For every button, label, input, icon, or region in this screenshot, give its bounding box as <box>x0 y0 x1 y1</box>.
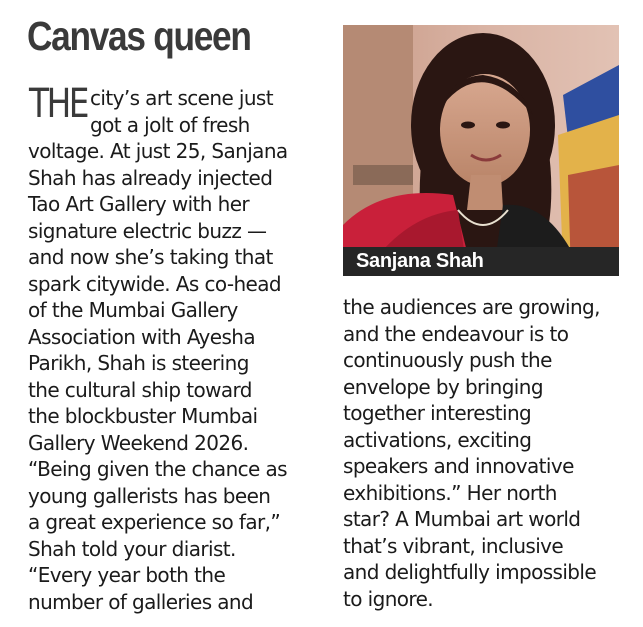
body-line: the blockbuster Mumbai <box>28 404 258 428</box>
body-line: spark citywide. As co-head <box>28 271 282 296</box>
body-line: activations, exciting <box>343 427 532 452</box>
drop-cap: THE <box>29 81 88 127</box>
body-line: Gallery Weekend 2026. <box>28 430 249 455</box>
body-line: exhibitions.” Her north <box>343 480 557 505</box>
photo-caption: Sanjana Shah <box>343 247 619 276</box>
body-line: number of galleries and <box>28 589 254 614</box>
body-line: star? A Mumbai art world <box>343 507 581 531</box>
portrait-photo <box>343 25 619 276</box>
body-line: Tao Art Gallery with her <box>28 192 250 216</box>
body-line: voltage. At just 25, Sanjana <box>28 139 288 163</box>
body-line: Parikh, Shah is steering <box>28 351 249 375</box>
body-line: city’s art scene just <box>90 86 273 110</box>
body-line: Association with Ayesha <box>28 324 256 349</box>
body-line: got a jolt of fresh <box>90 112 250 137</box>
body-line: the cultural ship toward <box>28 377 252 402</box>
body-line: and now she’s taking that <box>28 245 273 269</box>
body-line: and the endeavour is to <box>343 321 569 346</box>
article-column-left <box>28 81 328 615</box>
body-line: envelope by bringing <box>343 374 543 399</box>
body-line: of the Mumbai Gallery <box>28 298 238 322</box>
body-line: and delightfully impossible <box>343 560 597 584</box>
body-line: “Being given the chance as <box>28 457 287 481</box>
body-line: “Every year both the <box>28 563 226 587</box>
body-line: young gallerists has been <box>28 483 271 508</box>
body-line: that’s vibrant, inclusive <box>343 533 564 558</box>
body-line: signature electric buzz — <box>28 218 267 243</box>
body-line: Shah told your diarist. <box>28 536 236 561</box>
body-line: continuously push the <box>343 348 552 372</box>
body-line: together interesting <box>343 401 532 425</box>
body-line: the audiences are growing, <box>343 295 600 319</box>
headline: Canvas queen <box>27 13 251 59</box>
portrait-photo-icon <box>343 25 619 276</box>
body-line: to ignore. <box>343 586 434 611</box>
article-column-right <box>343 294 643 612</box>
body-line: Shah has already injected <box>28 165 273 190</box>
body-line: speakers and innovative <box>343 454 574 478</box>
body-line: a great experience so far,” <box>28 510 281 534</box>
